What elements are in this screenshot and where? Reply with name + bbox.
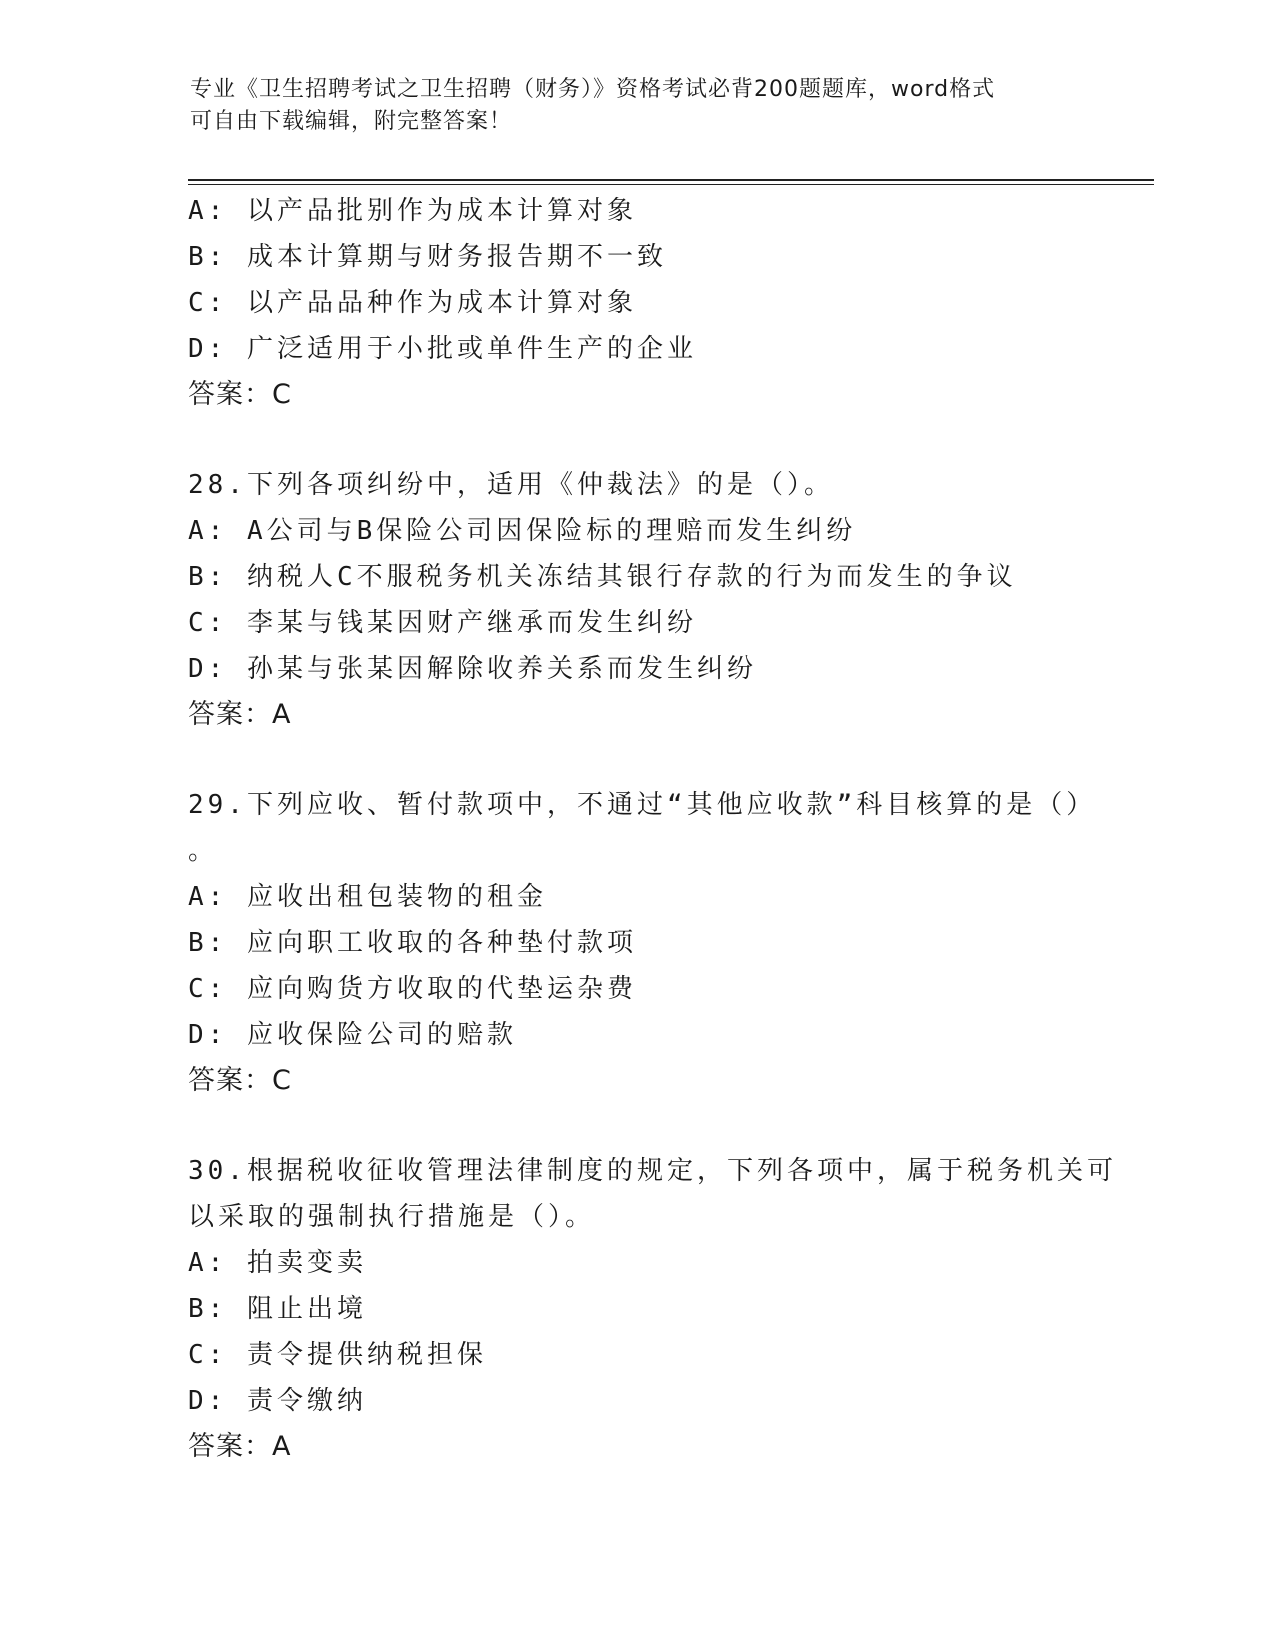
spacer <box>188 418 1088 462</box>
question-29 <box>188 782 1097 1104</box>
option-c: C: 应向购货方收取的代垫运杂费 <box>188 974 637 1004</box>
answer: 答案：C <box>188 1065 292 1096</box>
option-c: C: 李某与钱某因财产继承而发生纠纷 <box>188 608 697 638</box>
question-28 <box>188 462 1088 738</box>
option-a: A: A公司与B保险公司因保险标的理赔而发生纠纷 <box>188 516 857 546</box>
option-a: A: 拍卖变卖 <box>188 1248 367 1278</box>
answer: 答案：C <box>188 379 292 410</box>
answer: 答案：A <box>188 699 292 730</box>
question-27 <box>188 188 1088 418</box>
option-b: B: 纳税人C不服税务机关冻结其银行存款的行为而发生的争议 <box>188 562 1017 592</box>
option-a: A: 以产品批别作为成本计算对象 <box>188 196 637 226</box>
question-stem-line-1: 29.下列应收、暂付款项中，不通过“其他应收款”科目核算的是（） <box>188 790 1097 820</box>
header-divider-thin <box>188 184 1154 185</box>
document-header <box>190 74 1090 138</box>
option-b: B: 应向职工收取的各种垫付款项 <box>188 928 637 958</box>
option-d: D: 孙某与张某因解除收养关系而发生纠纷 <box>188 654 757 684</box>
answer: 答案：A <box>188 1431 292 1462</box>
option-c: C: 以产品品种作为成本计算对象 <box>188 288 637 318</box>
header-line-2: 可自由下载编辑，附完整答案！ <box>190 109 513 134</box>
question-stem-line-1: 30.根据税收征收管理法律制度的规定，下列各项中，属于税务机关可 <box>188 1156 1117 1186</box>
question-stem-line-2: 。 <box>188 836 219 866</box>
option-d: D: 责令缴纳 <box>188 1386 367 1416</box>
option-a: A: 应收出租包装物的租金 <box>188 882 547 912</box>
question-stem-line-2: 以采取的强制执行措施是（）。 <box>188 1202 596 1232</box>
option-d: D: 应收保险公司的赔款 <box>188 1020 517 1050</box>
option-c: C: 责令提供纳税担保 <box>188 1340 487 1370</box>
question-list <box>188 188 1117 1470</box>
spacer <box>188 738 1088 782</box>
question-stem: 28.下列各项纠纷中，适用《仲裁法》的是（）。 <box>188 470 834 500</box>
header-line-1: 专业《卫生招聘考试之卫生招聘（财务）》资格考试必背200题题库，word格式 <box>190 77 996 102</box>
option-b: B: 成本计算期与财务报告期不一致 <box>188 242 667 272</box>
option-b: B: 阻止出境 <box>188 1294 367 1324</box>
option-d: D: 广泛适用于小批或单件生产的企业 <box>188 334 697 364</box>
question-30 <box>188 1148 1117 1470</box>
header-divider-thick <box>188 179 1154 181</box>
spacer <box>188 1104 1088 1148</box>
